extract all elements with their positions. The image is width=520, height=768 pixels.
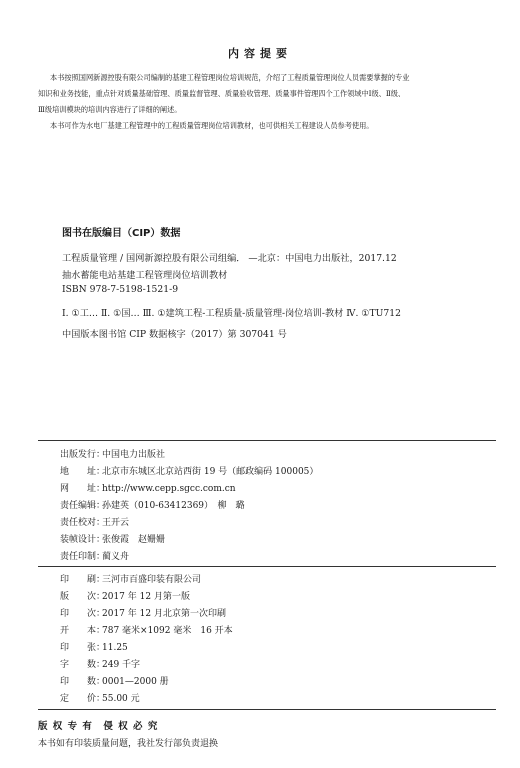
print-supervisor-value: 蔺义舟: [102, 552, 130, 562]
impression-row: [60, 606, 226, 619]
print-supervisor-row: [60, 549, 129, 562]
proofreader-label: 责任校对：: [60, 518, 106, 528]
publisher-row: [60, 447, 165, 460]
editor-row: [60, 498, 245, 511]
sheets-label: 印 张：: [60, 643, 106, 653]
editor-value: 孙建英（010-63412369） 柳 璐: [102, 501, 245, 511]
website-row: [60, 481, 236, 494]
address-row: [60, 464, 318, 477]
divider: [38, 709, 496, 710]
price-value: 55.00 元: [102, 694, 140, 704]
summary-title: 内容提要: [228, 47, 292, 60]
sheets-value: 11.25: [102, 643, 128, 653]
price-row: [60, 691, 140, 704]
designer-value: 张俊霞 赵姗姗: [102, 535, 166, 545]
designer-label: 装帧设计：: [60, 535, 106, 545]
publisher-value: 中国电力出版社: [102, 450, 166, 460]
format-label: 开 本：: [60, 626, 106, 636]
printer-row: [60, 572, 201, 585]
copyright-heading: 版 权 专 有 侵 权 必 究: [38, 721, 159, 732]
summary-paragraph-line: 本书按照国网新源控股有限公司编制的基建工程管理岗位培训规范，介绍了工程质量管理岗位人员需要掌握的专业: [50, 73, 410, 82]
summary-paragraph-line: 知识和业务技能，重点针对质量基础管理、质量监督管理、质量验收管理、质量事件管理四个工作领域中Ⅰ级、Ⅱ级、: [38, 89, 406, 98]
summary-paragraph-line: 本书可作为水电厂基建工程管理中的工程质量管理岗位培训教材，也可供相关工程建设人员参考使用。: [50, 121, 374, 130]
summary-paragraph-line: Ⅲ级培训模块的培训内容进行了详细的阐述。: [38, 105, 182, 114]
divider: [38, 440, 496, 441]
format-row: [60, 623, 233, 636]
printer-value: 三河市百盛印装有限公司: [102, 575, 202, 585]
designer-row: [60, 532, 165, 545]
edition-value: 2017 年 12 月第一版: [102, 592, 190, 602]
website-label: 网 址：: [60, 484, 106, 494]
edition-row: [60, 589, 190, 602]
word-count-row: [60, 657, 140, 670]
return-policy-note: 本书如有印装质量问题，我社发行部负责退换: [38, 739, 219, 749]
cip-title-line: 工程质量管理 / 国网新源控股有限公司组编． —北京：中国电力出版社，2017.12: [62, 253, 397, 264]
price-label: 定 价：: [60, 694, 106, 704]
proofreader-row: [60, 515, 129, 528]
impression-value: 2017 年 12 月北京第一次印刷: [102, 609, 226, 619]
divider: [38, 566, 496, 567]
publisher-label: 出版发行：: [60, 450, 106, 460]
print-supervisor-label: 责任印制：: [60, 552, 106, 562]
sheets-row: [60, 640, 128, 653]
print-run-value: 0001—2000 册: [102, 677, 169, 687]
print-run-row: [60, 674, 169, 687]
website-value: http://www.cepp.sgcc.com.cn: [102, 484, 236, 494]
printer-label: 印 刷：: [60, 575, 106, 585]
proofreader-value: 王开云: [102, 518, 130, 528]
edition-label: 版 次：: [60, 592, 106, 602]
impression-label: 印 次：: [60, 609, 106, 619]
word-count-value: 249 千字: [102, 660, 141, 670]
print-run-label: 印 数：: [60, 677, 106, 687]
cip-record-number: 中国版本图书馆 CIP 数据核字（2017）第 307041 号: [62, 329, 287, 340]
address-value: 北京市东城区北京站西街 19 号（邮政编码 100005）: [102, 467, 319, 477]
cip-isbn: ISBN 978-7-5198-1521-9: [62, 284, 179, 295]
cip-heading: 图书在版编目（CIP）数据: [62, 228, 181, 239]
address-label: 地 址：: [60, 467, 106, 477]
word-count-label: 字 数：: [60, 660, 106, 670]
format-value: 787 毫米×1092 毫米 16 开本: [102, 626, 233, 636]
editor-label: 责任编辑：: [60, 501, 106, 511]
cip-classification: Ⅰ. ①工… Ⅱ. ①国… Ⅲ. ①建筑工程-工程质量-质量管理-岗位培训-教材 Ⅳ. ①TU712: [62, 308, 401, 319]
cip-series-line: 抽水蓄能电站基建工程管理岗位培训教材: [62, 270, 228, 281]
